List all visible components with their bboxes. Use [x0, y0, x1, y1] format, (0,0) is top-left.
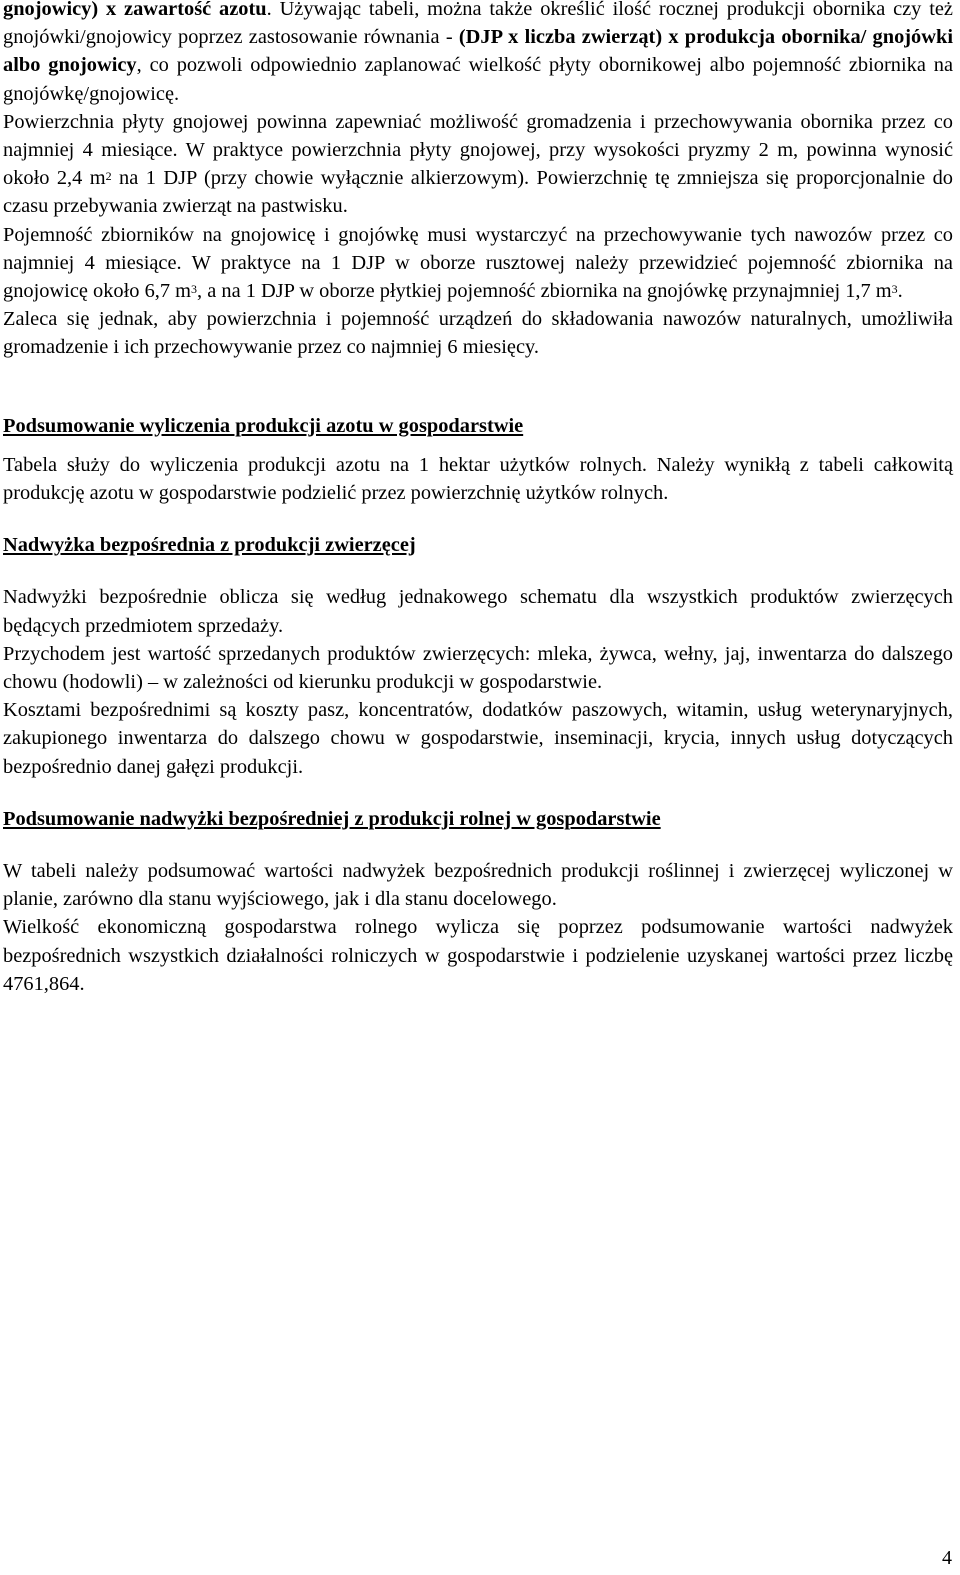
- paragraph-manure-production: [3, 0, 953, 108]
- paragraph-nitrogen-summary: Tabela służy do wyliczenia produkcji azotu na 1 hektar użytków rolnych. Należy wynikłą z tabeli całkowitą produkcję azotu w gospodarstwie podzielić przez powierzchnię użytków rolnych.: [3, 453, 953, 505]
- text-fragment: Pojemność zbiorników na gnojowicę i gnojówkę musi wystarczyć na przechowywanie tych nawozów przez co najmniej 4 miesiące. W praktyce na 1 DJP w oborze rusztowej należy przewidzieć pojemność zbiornika na gnojowicę około 6,7 m: [3, 223, 953, 303]
- paragraph-farm-surplus-1: W tabeli należy podsumować wartości nadwyżek bezpośrednich produkcji roślinnej i zwierzęcej wyliczonej w planie, zarówno dla stanu wyjściowego, jak i dla stanu docelowego.: [3, 860, 953, 911]
- text-fragment: .: [897, 280, 903, 303]
- paragraph-animal-surplus-1: Nadwyżki bezpośrednie oblicza się według jednakowego schematu dla wszystkich produktów zwierzęcych będących przedmiotem sprzedaży.: [3, 586, 953, 637]
- paragraph-recommendation: Zaleca się jednak, aby powierzchnia i pojemność urządzeń do składowania nawozów naturalnych, umożliwiła gromadzenie i ich przechowywanie przez co najmniej 6 miesięcy.: [3, 308, 953, 359]
- bold-fragment: gnojowicy) x zawartość azotu: [3, 0, 267, 20]
- text-fragment: , co pozwoli odpowiednio zaplanować wielkość płyty obornikowej albo pojemność zbiornika na gnojówkę/gnojowicę.: [3, 54, 953, 105]
- bold-formula: (DJP x liczba zwierząt) x produkcja obornika/ gnojówki albo gnojowicy: [3, 26, 953, 77]
- text-fragment: . Używając tabeli, można także określić ilość rocznej produkcji obornika czy też gnojówki/gnojowicy poprzez zastosowanie równania -: [3, 0, 953, 49]
- paragraph-animal-surplus-2: Przychodem jest wartość sprzedanych produktów zwierzęcych: mleka, żywca, wełny, jaj, inwentarza do dalszego chowu (hodowli) – w zależności od kierunku produkcji w gospodarstwie.: [3, 642, 953, 694]
- superscript: 3: [891, 282, 898, 297]
- paragraph-animal-surplus-3: Kosztami bezpośrednimi są koszty pasz, koncentratów, dodatków paszowych, witamin, usług weterynaryjnych, zakupionego inwentarza do dalszego chowu w gospodarstwie, inseminacji, krycia, innych usług dotyczących bezpośrednio danej gałęzi produkcji.: [3, 699, 953, 778]
- text-fragment: Powierzchnia płyty gnojowej powinna zapewniać możliwość gromadzenia i przechowywania obornika przez co najmniej 4 miesiące. W praktyce powierzchnia płyty gnojowej, przy wysokości pryzmy 2 m, powinna wynosić około 2,4 m: [3, 110, 953, 190]
- document-page: [3, 0, 953, 998]
- paragraph-manure-slab: [3, 108, 953, 221]
- superscript: 3: [191, 282, 198, 297]
- text-fragment: na 1 DJP (przy chowie wyłącznie alkierzowym). Powierzchnię tę zmniejsza się proporcjonalnie do czasu przebywania zwierząt na pastwisku.: [3, 167, 953, 218]
- superscript: 2: [105, 169, 112, 184]
- paragraph-tank-capacity: [3, 221, 953, 306]
- heading-nitrogen-summary: Podsumowanie wyliczenia produkcji azotu w gospodarstwie: [3, 414, 524, 437]
- heading-farm-surplus: Podsumowanie nadwyżki bezpośredniej z produkcji rolnej w gospodarstwie: [3, 807, 661, 830]
- text-fragment: , a na 1 DJP w oborze płytkiej pojemność zbiornika na gnojówkę przynajmniej 1,7 m: [197, 280, 892, 303]
- paragraph-farm-surplus-2: Wielkość ekonomiczną gospodarstwa rolnego wylicza się poprzez podsumowanie wartości nadwyżek bezpośrednich wszystkich działalności rolniczych w gospodarstwie i podzielenie uzyskanej wartości przez liczbę 4761,864.: [3, 916, 953, 995]
- page-number: 4: [942, 1547, 952, 1569]
- heading-animal-surplus: Nadwyżka bezpośrednia z produkcji zwierzęcej: [3, 534, 416, 557]
